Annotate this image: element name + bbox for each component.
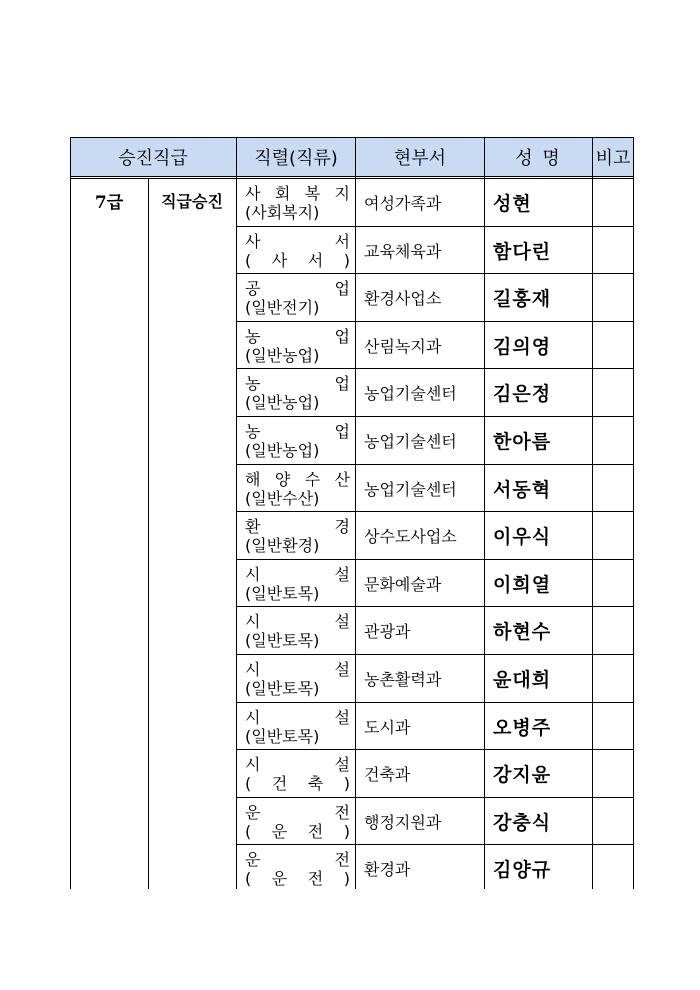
series-label: (일반토목) xyxy=(245,630,320,650)
name-label: 김양규 xyxy=(493,859,552,881)
series-label: (일반농업) xyxy=(245,440,320,460)
department-label: 문화예술과 xyxy=(364,575,442,594)
header-note: 비고 xyxy=(595,148,631,169)
position-label: 시 설 xyxy=(245,754,350,774)
series-label: (일반환경) xyxy=(245,535,320,555)
series-label: ( 운 전 ) xyxy=(245,821,350,841)
series-label: (일반농업) xyxy=(245,392,320,412)
name-label: 서동혁 xyxy=(493,479,552,501)
name-cell xyxy=(485,512,591,559)
name-label: 김은정 xyxy=(493,383,552,405)
department-cell xyxy=(356,227,484,274)
name-cell xyxy=(485,798,591,845)
department-label: 도시과 xyxy=(364,718,411,737)
name-cell xyxy=(485,703,591,750)
series-label: (일반수산) xyxy=(245,488,320,508)
name-cell xyxy=(485,607,591,654)
department-label: 여성가족과 xyxy=(364,194,442,213)
position-label: 시 설 xyxy=(245,659,350,679)
position-cell xyxy=(237,417,354,464)
department-label: 농업기술센터 xyxy=(364,480,457,499)
position-label: 환 경 xyxy=(245,516,350,536)
department-cell xyxy=(356,845,484,892)
name-cell xyxy=(485,417,591,464)
department-label: 농업기술센터 xyxy=(364,384,457,403)
department-label: 환경사업소 xyxy=(364,289,442,308)
series-label: ( 운 전 ) xyxy=(245,868,350,888)
position-label: 운 전 xyxy=(245,802,350,822)
department-label: 산림녹지과 xyxy=(364,337,442,356)
position-label: 농 업 xyxy=(245,326,350,346)
position-cell xyxy=(237,845,354,892)
series-label: ( 사 서 ) xyxy=(245,250,350,270)
department-label: 농업기술센터 xyxy=(364,432,457,451)
series-label: (사회복지) xyxy=(245,202,320,222)
position-cell xyxy=(237,703,354,750)
name-label: 윤대희 xyxy=(493,669,552,691)
department-cell xyxy=(356,512,484,559)
department-cell xyxy=(356,465,484,512)
name-label: 한아름 xyxy=(493,431,552,453)
position-cell xyxy=(237,179,354,226)
name-label: 강충식 xyxy=(493,812,552,834)
department-cell xyxy=(356,417,484,464)
department-label: 건축과 xyxy=(364,765,411,784)
name-label: 김의영 xyxy=(493,336,552,358)
position-cell xyxy=(237,512,354,559)
position-label: 시 설 xyxy=(245,707,350,727)
position-cell xyxy=(237,274,354,321)
position-cell xyxy=(237,560,354,607)
series-label: (일반전기) xyxy=(245,297,320,317)
position-cell xyxy=(237,227,354,274)
department-cell xyxy=(356,703,484,750)
header-grade: 승진직급 xyxy=(118,148,188,169)
position-cell xyxy=(237,798,354,845)
name-label: 오병주 xyxy=(493,717,552,739)
name-cell xyxy=(485,750,591,797)
department-label: 관광과 xyxy=(364,622,411,641)
promotion-type-cell: 직급승진 xyxy=(161,191,223,211)
series-label: (일반농업) xyxy=(245,345,320,365)
position-cell xyxy=(237,369,354,416)
position-label: 농 업 xyxy=(245,421,350,441)
position-cell xyxy=(237,322,354,369)
name-cell xyxy=(485,227,591,274)
department-cell xyxy=(356,322,484,369)
name-label: 이희열 xyxy=(493,574,552,596)
department-label: 농촌활력과 xyxy=(364,670,442,689)
name-cell xyxy=(485,274,591,321)
position-label: 사 회 복 지 xyxy=(245,183,350,203)
name-cell xyxy=(485,179,591,226)
position-cell xyxy=(237,655,354,702)
department-label: 교육체육과 xyxy=(364,242,442,261)
position-label: 해 양 수 산 xyxy=(245,469,350,489)
position-label: 공 업 xyxy=(245,278,350,298)
department-label: 행정지원과 xyxy=(364,813,442,832)
department-cell xyxy=(356,274,484,321)
department-cell xyxy=(356,179,484,226)
grade-cell: 7급 xyxy=(94,192,124,213)
position-label: 사 서 xyxy=(245,231,350,251)
name-label: 강지윤 xyxy=(493,764,552,786)
position-label: 운 전 xyxy=(245,849,350,869)
header-department: 현부서 xyxy=(393,148,447,169)
position-cell xyxy=(237,750,354,797)
department-cell xyxy=(356,750,484,797)
department-cell xyxy=(356,607,484,654)
series-label: (일반토목) xyxy=(245,678,320,698)
name-label: 길홍재 xyxy=(493,288,552,310)
position-label: 시 설 xyxy=(245,611,350,631)
header-name: 성 명 xyxy=(515,148,562,169)
name-label: 함다린 xyxy=(493,241,552,263)
department-label: 환경과 xyxy=(364,860,411,879)
position-label: 시 설 xyxy=(245,564,350,584)
name-cell xyxy=(485,369,591,416)
name-cell xyxy=(485,322,591,369)
name-cell xyxy=(485,845,591,892)
department-cell xyxy=(356,560,484,607)
header-series: 직렬(직류) xyxy=(254,148,338,169)
name-cell xyxy=(485,465,591,512)
name-cell xyxy=(485,655,591,702)
department-cell xyxy=(356,655,484,702)
position-label: 농 업 xyxy=(245,373,350,393)
position-cell xyxy=(237,465,354,512)
position-cell xyxy=(237,607,354,654)
name-cell xyxy=(485,560,591,607)
department-cell xyxy=(356,369,484,416)
series-label: ( 건 축 ) xyxy=(245,773,350,793)
department-cell xyxy=(356,798,484,845)
series-label: (일반토목) xyxy=(245,583,320,603)
name-label: 성현 xyxy=(493,193,532,215)
name-label: 이우식 xyxy=(493,526,552,548)
department-label: 상수도사업소 xyxy=(364,527,457,546)
series-label: (일반토목) xyxy=(245,726,320,746)
name-label: 하현수 xyxy=(493,621,552,643)
